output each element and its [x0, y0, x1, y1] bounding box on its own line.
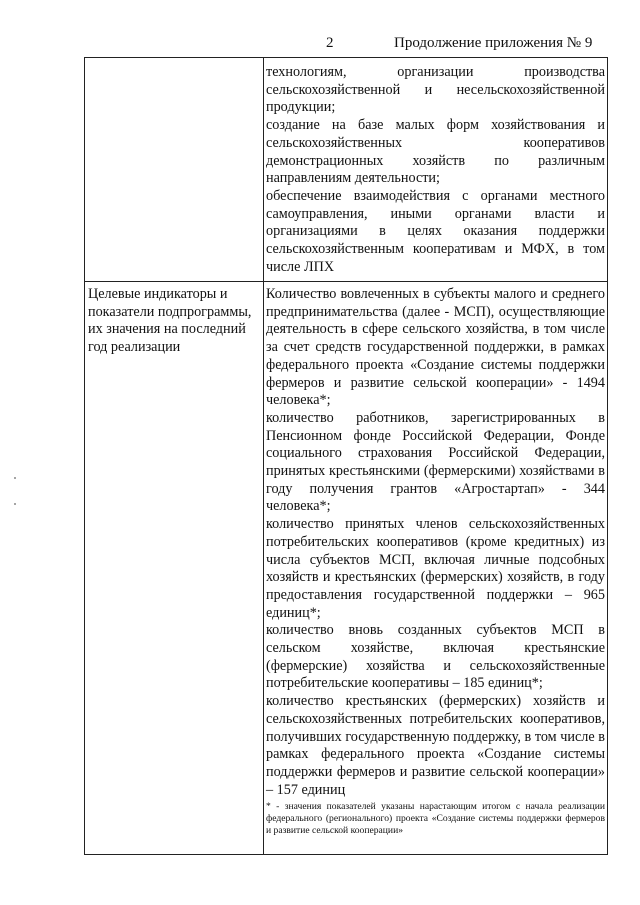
text-paragraph: количество вновь созданных субъектов МСП в сельском хозяйстве, включая крестьянские (фермерские) хозяйства и сельскохозяйственные потребительские кооперативы – 185 единиц*;	[266, 622, 605, 692]
table-column-divider	[263, 57, 264, 855]
scan-speck	[14, 503, 16, 505]
row2-left-cell: Целевые индикаторы и показатели подпрограммы, их значения на последний год реализации	[88, 286, 252, 356]
running-title: Продолжение приложения № 9	[394, 35, 593, 51]
text-paragraph: количество принятых членов сельскохозяйственных потребительских кооперативов (кроме кредитных) из числа субъектов МСП, включая личные подсобных хозяйств и крестьянских (фермерских) хозяйств, в году предоставления государственной поддержки – 965 единиц*;	[266, 516, 605, 621]
scan-speck	[14, 477, 16, 479]
footnote: * - значения показателей указаны нарастающим итогом с начала реализации федерального (регионального) проекта «Создание системы поддержки фермеров и развитие сельской кооперации»	[266, 801, 605, 837]
text-paragraph: Количество вовлеченных в субъекты малого и среднего предпринимательства (далее - МСП), осуществляющие деятельность в сфере сельского хозяйства, в том числе за счет средств государственной поддержки, в рамках федерального проекта «Создание системы поддержки фермеров и развитие сельской кооперации» - 1494 человека*;	[266, 286, 605, 409]
row1-right-cell	[266, 64, 605, 276]
text-paragraph: количество работников, зарегистрированных в Пенсионном фонде Российской Федерации, Фонде социального страхования Российской Федерации, принятых крестьянскими (фермерскими) хозяйствами в году получения грантов «Агростартап» - 344 человека*;	[266, 409, 605, 515]
text-paragraph: количество крестьянских (фермерских) хозяйств и сельскохозяйственных потребительских кооперативов, получивших государственную поддержку, в том числе в рамках федерального проекта «Создание системы поддержки фермеров и развитие сельской кооперации» – 157 единиц	[266, 693, 605, 798]
page-number: 2	[326, 35, 334, 51]
row2-right-cell	[266, 286, 605, 837]
text-paragraph: создание на базе малых форм хозяйствования и сельскохозяйственных кооперативов демонстрационных хозяйств по различным направлениям деятельности;	[266, 117, 605, 187]
text-paragraph: обеспечение взаимодействия с органами местного самоуправления, иными органами власти и организациями в целях оказания поддержки сельскохозяйственным кооперативам и МФХ, в том числе ЛПХ	[266, 187, 605, 275]
table-row-divider	[84, 281, 608, 282]
text-paragraph: технологиям, организации производства сельскохозяйственной и несельскохозяйственной продукции;	[266, 64, 605, 116]
